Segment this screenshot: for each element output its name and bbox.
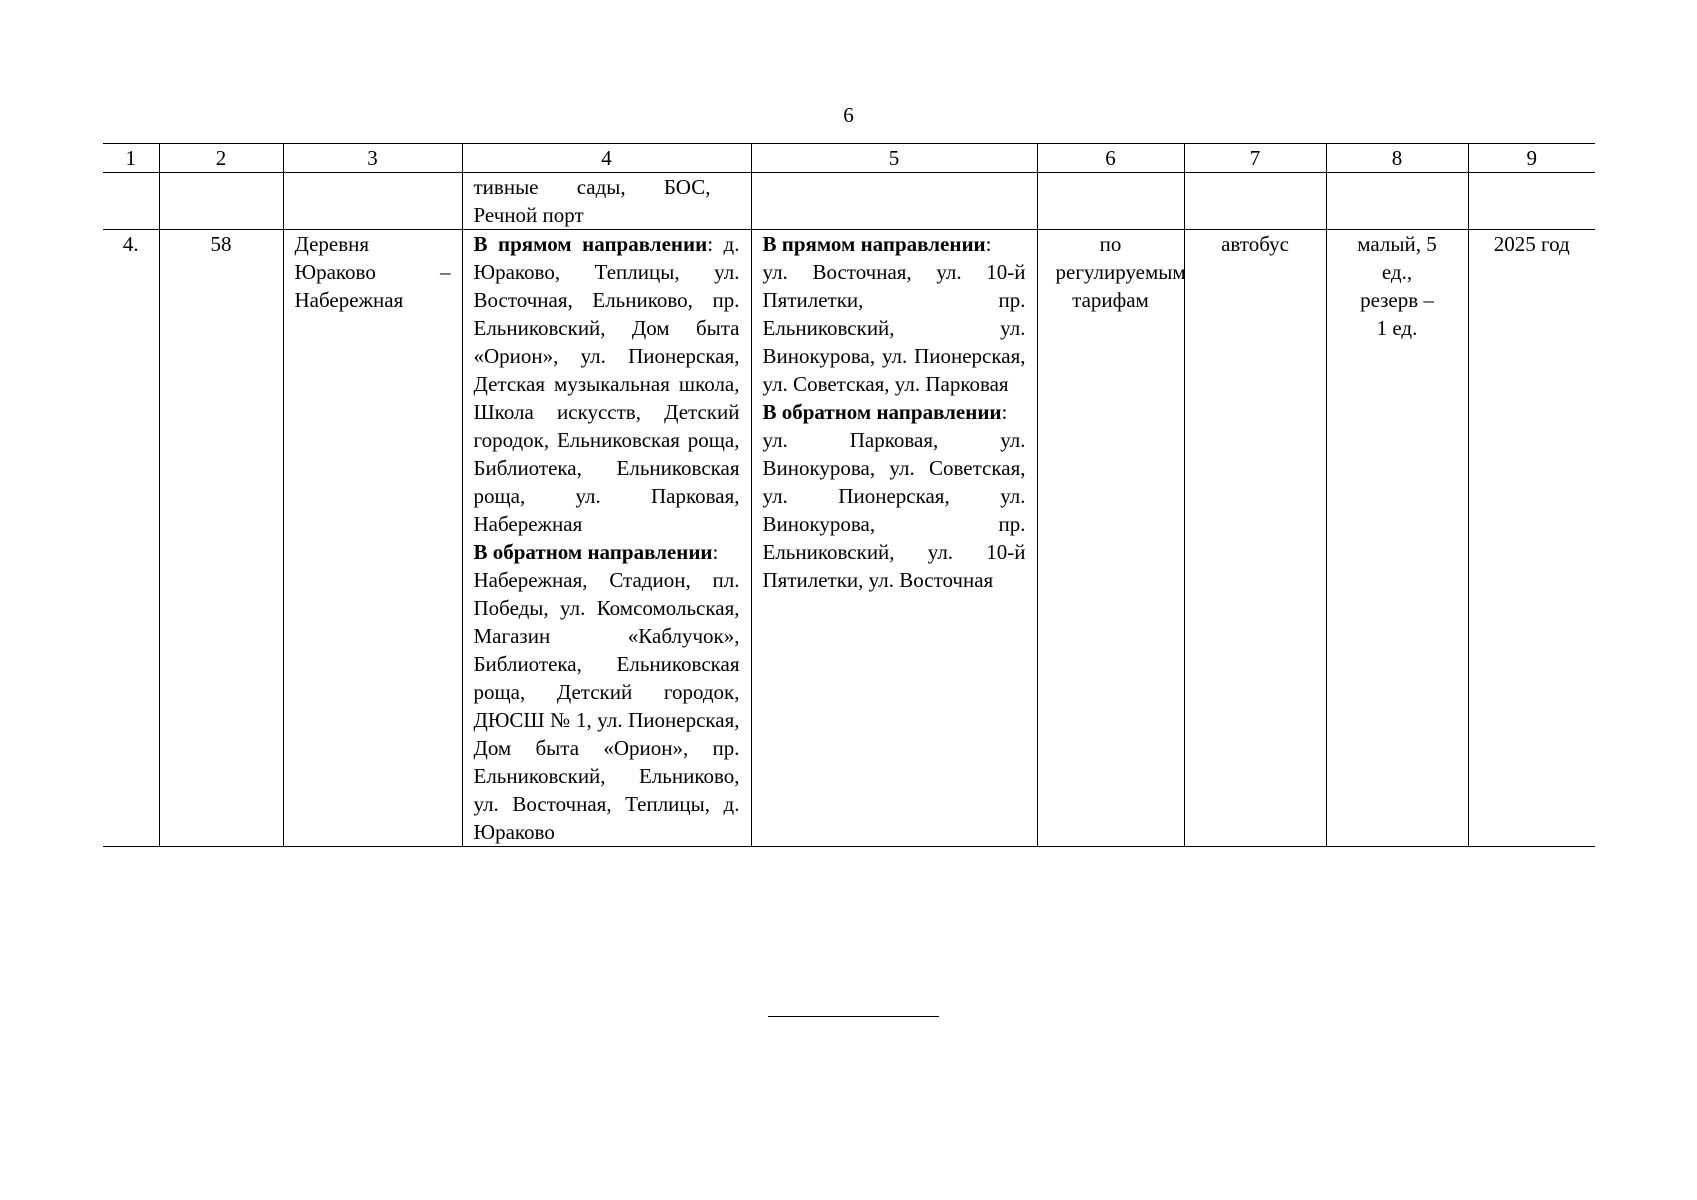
stops-cell: В прямом направлении: д. Юраково, Теплицы, ул. Восточная, Ельниково, пр. Ельниковский, Дом быта «Орион», ул. Пионерская, Детская музыкальная школа, Школа искусств, Детский городок, Ельниковская роща, Библиотека, Ельниковская роща, ул. Парковая, Набережная В обратном направлении: Набережная, Стадион, пл. Победы, ул. Комсомольская, Магазин «Каблучок», Библиотека, Ельниковская роща, Детский городок, ДЮСШ № 1, ул. Пионерская, Дом быта «Орион», пр. Ельниковский, Ельниково, ул. Восточная, Теплицы, д. Юраково: [473, 232, 740, 844]
start-date: 2025 год: [1468, 230, 1595, 847]
col-header-8: 8: [1326, 144, 1468, 173]
stops-forward-label: В прямом направлении: [473, 232, 708, 256]
tariff: по регулируемым тарифам: [1037, 230, 1184, 847]
page-number: 6: [843, 103, 854, 127]
stops-backward-label: В обратном направлении: [473, 540, 713, 564]
col-header-1: 1: [103, 144, 159, 173]
streets-backward: ул. Парковая, ул. Винокурова, ул. Советская, ул. Пионерская, ул. Винокурова, пр. Ельниковский, ул. 10-й Пятилетки, ул. Восточная: [762, 428, 1026, 592]
col-header-6: 6: [1037, 144, 1184, 173]
route-table: [103, 143, 1595, 847]
streets-forward-label: В прямом направлении: [762, 232, 986, 256]
route-row: [103, 230, 1595, 847]
vehicle-type: автобус: [1184, 230, 1326, 847]
stops-backward: Набережная, Стадион, пл. Победы, ул. Комсомольская, Магазин «Каблучок», Библиотека, Ельниковская роща, Детский городок, ДЮСШ № 1, ул. Пионерская, Дом быта «Орион», пр. Ельниковский, Ельниково, ул. Восточная, Теплицы, д. Юраково: [473, 568, 740, 844]
route-name: Деревня Юраково – Набережная: [294, 232, 451, 312]
col-header-4: 4: [462, 144, 751, 173]
continuation-row: [103, 173, 1595, 230]
streets-cell: В прямом направлении: ул. Восточная, ул. 10-й Пятилетки, пр. Ельниковский, ул. Винокурова, ул. Пионерская, ул. Советская, ул. Парковая В обратном направлении: ул. Парковая, ул. Винокурова, ул. Советская, ул. Пионерская, ул. Винокурова, пр. Ельниковский, ул. 10-й Пятилетки, ул. Восточная: [762, 232, 1026, 592]
col-header-7: 7: [1184, 144, 1326, 173]
col-header-5: 5: [751, 144, 1037, 173]
header-row: [103, 144, 1595, 173]
streets-forward: ул. Восточная, ул. 10-й Пятилетки, пр. Ельниковский, ул. Винокурова, ул. Пионерская, ул. Советская, ул. Парковая: [762, 260, 1026, 396]
footer-rule: [768, 1016, 939, 1017]
continuation-stops: тивные сады, БОС, Речной порт: [473, 175, 711, 227]
vehicle-class: малый, 5 ед., резерв – 1 ед.: [1326, 230, 1468, 847]
streets-backward-label: В обратном направлении: [762, 400, 1002, 424]
col-header-2: 2: [159, 144, 283, 173]
route-number: 58: [159, 230, 283, 847]
stops-forward: д. Юраково, Теплицы, ул. Восточная, Ельниково, пр. Ельниковский, Дом быта «Орион», ул. Пионерская, Детская музыкальная школа, Школа искусств, Детский городок, Ельниковская роща, Библиотека, Ельниковская роща, ул. Парковая, Набережная: [473, 232, 740, 536]
col-header-3: 3: [283, 144, 462, 173]
col-header-9: 9: [1468, 144, 1595, 173]
route-index: 4.: [103, 230, 159, 847]
